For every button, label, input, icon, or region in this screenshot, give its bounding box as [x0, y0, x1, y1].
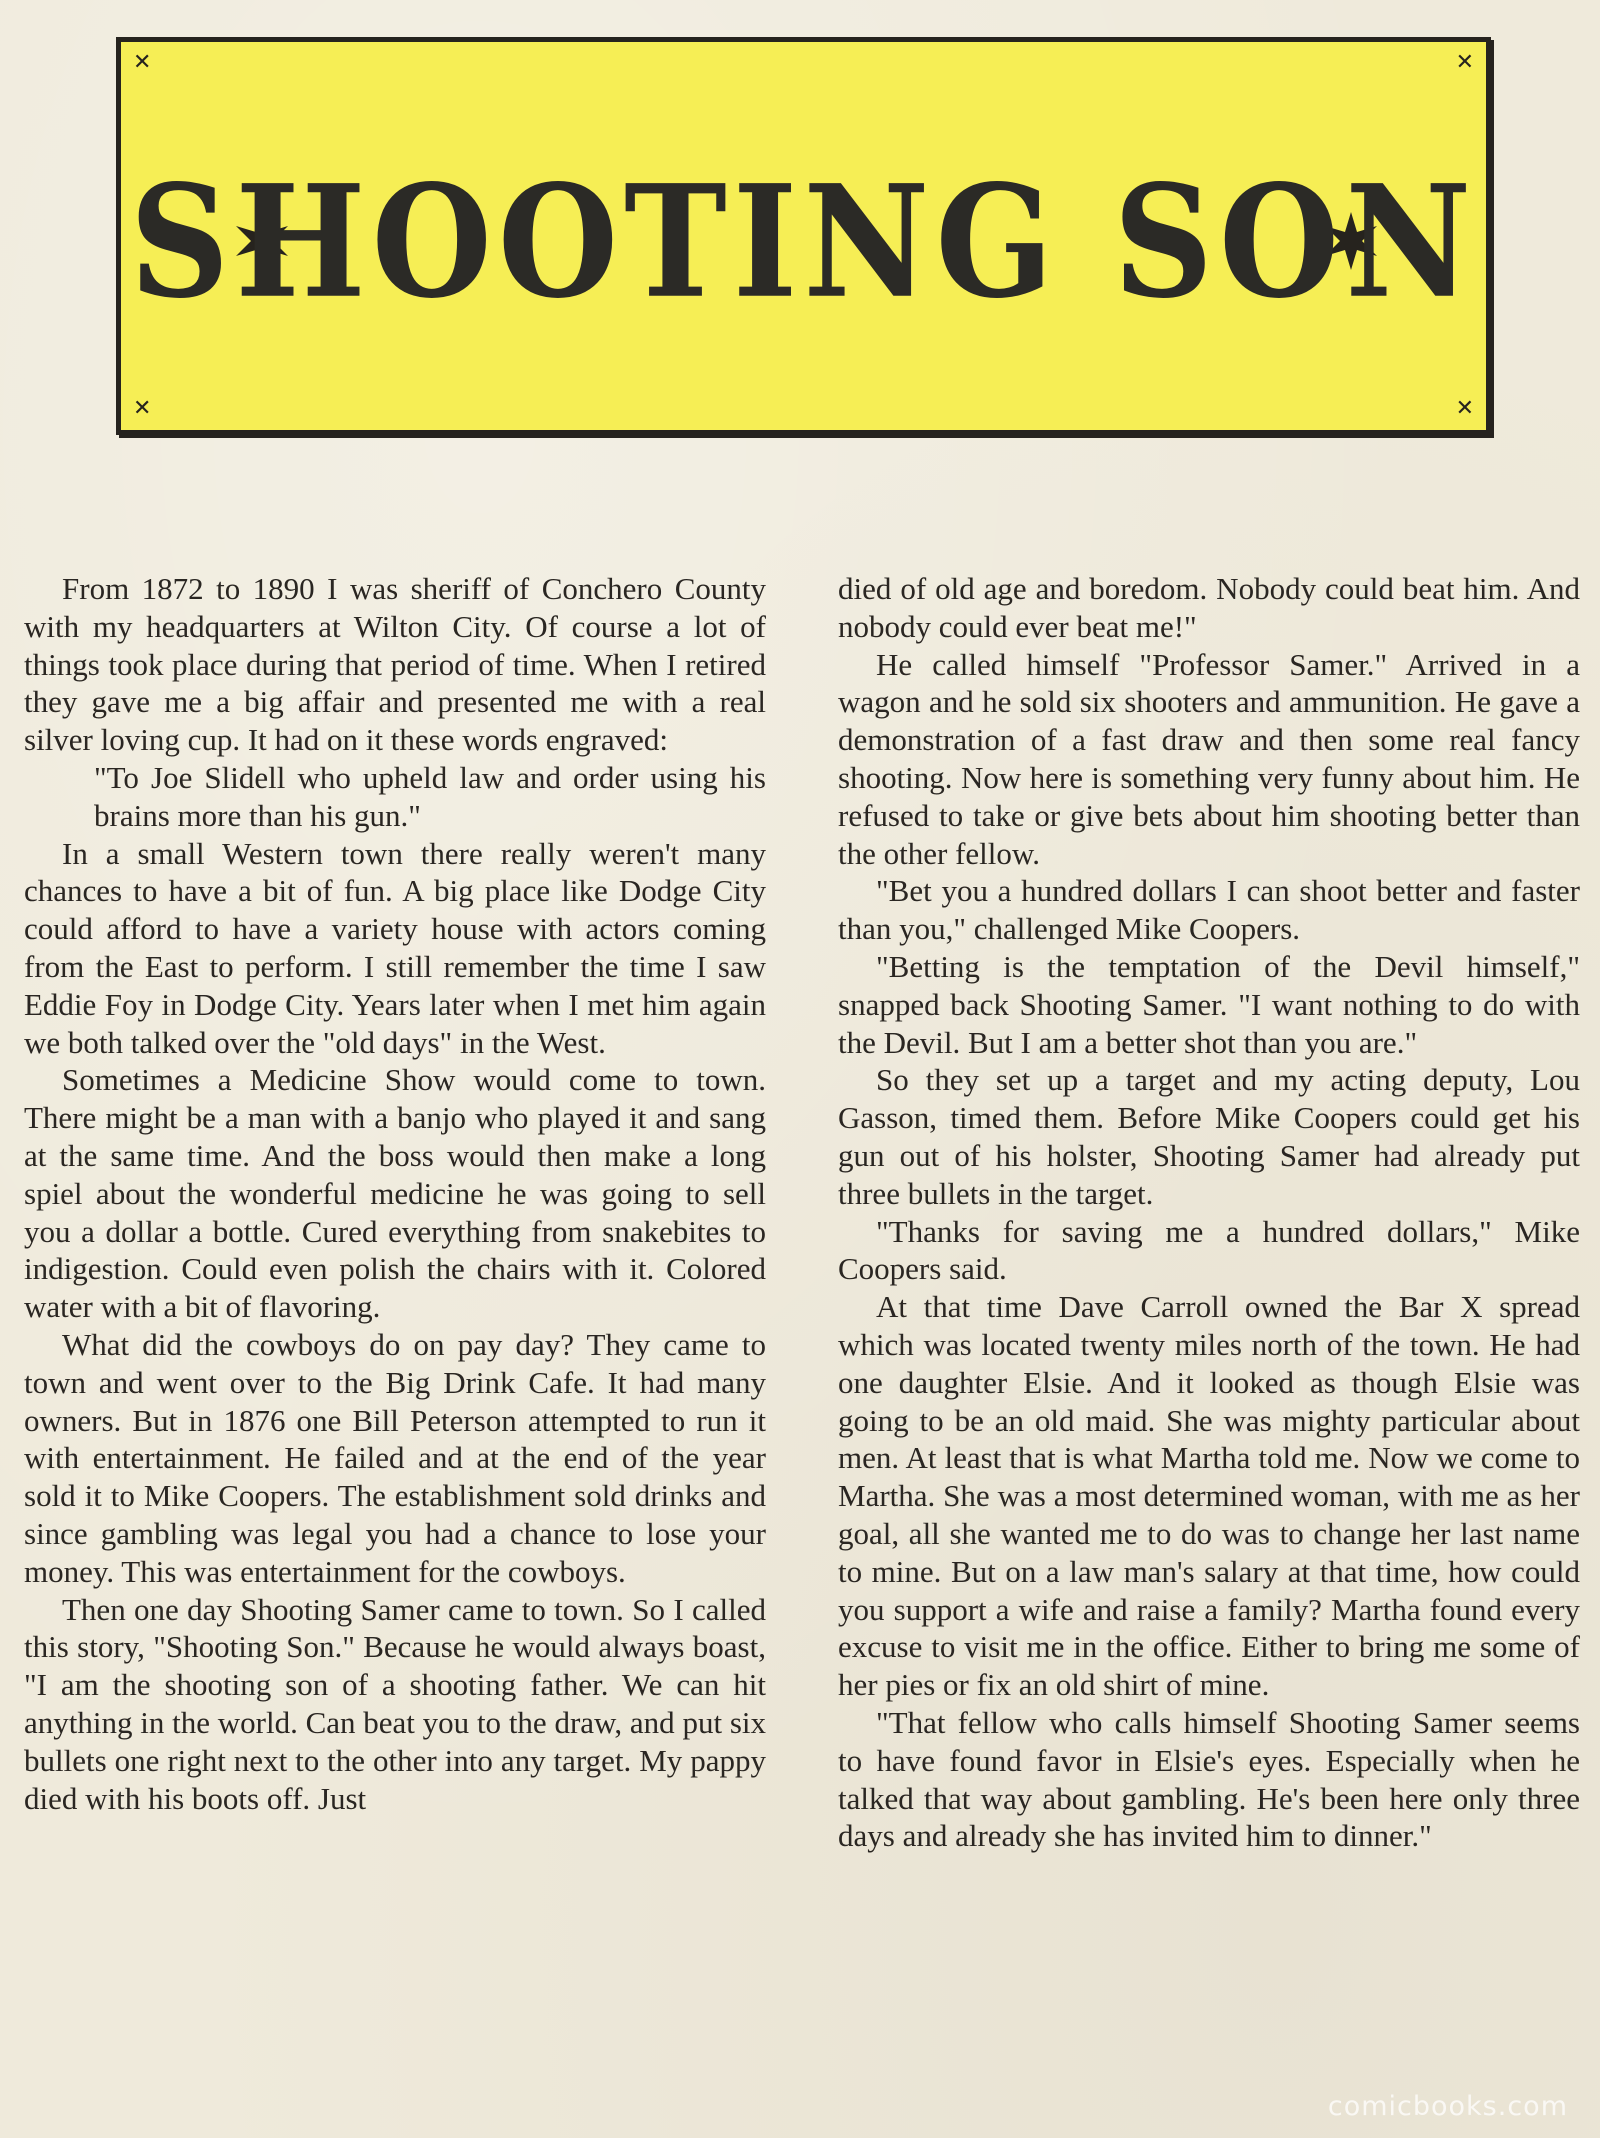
- paragraph: He called himself "Professor Samer." Arrived in a wagon and he sold six shooters and ammunition. He gave a demonstration of a fast draw and then some real fancy shooting. Now here is something very funny about him. He refused to take or give bets about him shooting better than the other fellow.: [838, 646, 1580, 871]
- title-banner: [116, 37, 1491, 435]
- paragraph: Sometimes a Medicine Show would come to town. There might be a man with a banjo who played it and sang at the same time. And the boss would then make a long spiel about the wonderful medicine he was going to sell you a dollar a bottle. Cured everything from snakebites to indigestion. Could even polish the chairs with it. Colored water with a bit of flavoring.: [24, 1062, 766, 1325]
- watermark: comicbooks.com: [1327, 2091, 1568, 2122]
- paragraph: In a small Western town there really weren't many chances to have a bit of fun. A big place like Dodge City could afford to have a variety house with actors coming from the East to perform. I still remember the time I saw Eddie Foy in Dodge City. Years later when I met him again we both talked over the "old days" in the West.: [24, 835, 766, 1060]
- paragraph: From 1872 to 1890 I was sheriff of Conchero County with my headquarters at Wilton City. Of course a lot of things took place during that period of time. When I retired they gave me a big affair and presented me with a real silver loving cup. It had on it these words engraved:: [24, 571, 766, 758]
- paragraph: Then one day Shooting Samer came to town. So I called this story, "Shooting Son." Because he would always boast, "I am the shooting son of a shooting father. We can hit anything in the world. Can beat you to the draw, and put six bullets one right next to the other into any target. My pappy died with his boots off. Just: [24, 1591, 766, 1816]
- story-title: SHOOTING SON: [129, 150, 1478, 333]
- corner-ornament-icon: ✕: [133, 396, 152, 421]
- left-column: [24, 570, 766, 1817]
- corner-ornament-icon: ✕: [133, 50, 152, 75]
- paragraph-continued: died of old age and boredom. Nobody could beat him. And nobody could ever beat me!": [838, 571, 1580, 644]
- paragraph: "Bet you a hundred dollars I can shoot better and faster than you," challenged Mike Coopers.: [838, 873, 1580, 947]
- paragraph: "That fellow who calls himself Shooting Samer seems to have found favor in Elsie's eyes. Especially when he talked that way about gambling. He's been here only three days and already she has invited him to dinner.": [838, 1704, 1580, 1854]
- right-column: [838, 570, 1580, 1855]
- paragraph: At that time Dave Carroll owned the Bar X spread which was located twenty miles north of the town. He had one daughter Elsie. And it looked as though Elsie was going to be an old maid. She was mighty particular about men. At least that is what Martha told me. Now we come to Martha. She was a most determined woman, with me as her goal, all she wanted me to do was to change her last name to mine. But on a law man's salary at that time, how could you support a wife and raise a family? Martha found every excuse to visit me in the office. Either to bring me some of her pies or fix an old shirt of mine.: [838, 1289, 1580, 1703]
- corner-ornament-icon: ✕: [1455, 50, 1474, 75]
- corner-ornament-icon: ✕: [1455, 396, 1474, 421]
- paragraph: What did the cowboys do on pay day? They came to town and went over to the Big Drink Cafe. It had many owners. But in 1876 one Bill Peterson attempted to run it with entertainment. He failed and at the end of the year sold it to Mike Coopers. The establishment sold drinks and since gambling was legal you had a chance to lose your money. This was entertainment for the cowboys.: [24, 1326, 766, 1589]
- cup-inscription: "To Joe Slidell who upheld law and order using his brains more than his gun.": [94, 759, 766, 833]
- paragraph: "Thanks for saving me a hundred dollars," Mike Coopers said.: [838, 1213, 1580, 1287]
- story-body: [24, 570, 1584, 2130]
- paragraph: So they set up a target and my acting deputy, Lou Gasson, timed them. Before Mike Coopers could get his gun out of his holster, Shooting Samer had already put three bullets in the target.: [838, 1062, 1580, 1211]
- paragraph: "Betting is the temptation of the Devil himself," snapped back Shooting Samer. "I want nothing to do with the Devil. But I am a better shot than you are.": [838, 948, 1580, 1060]
